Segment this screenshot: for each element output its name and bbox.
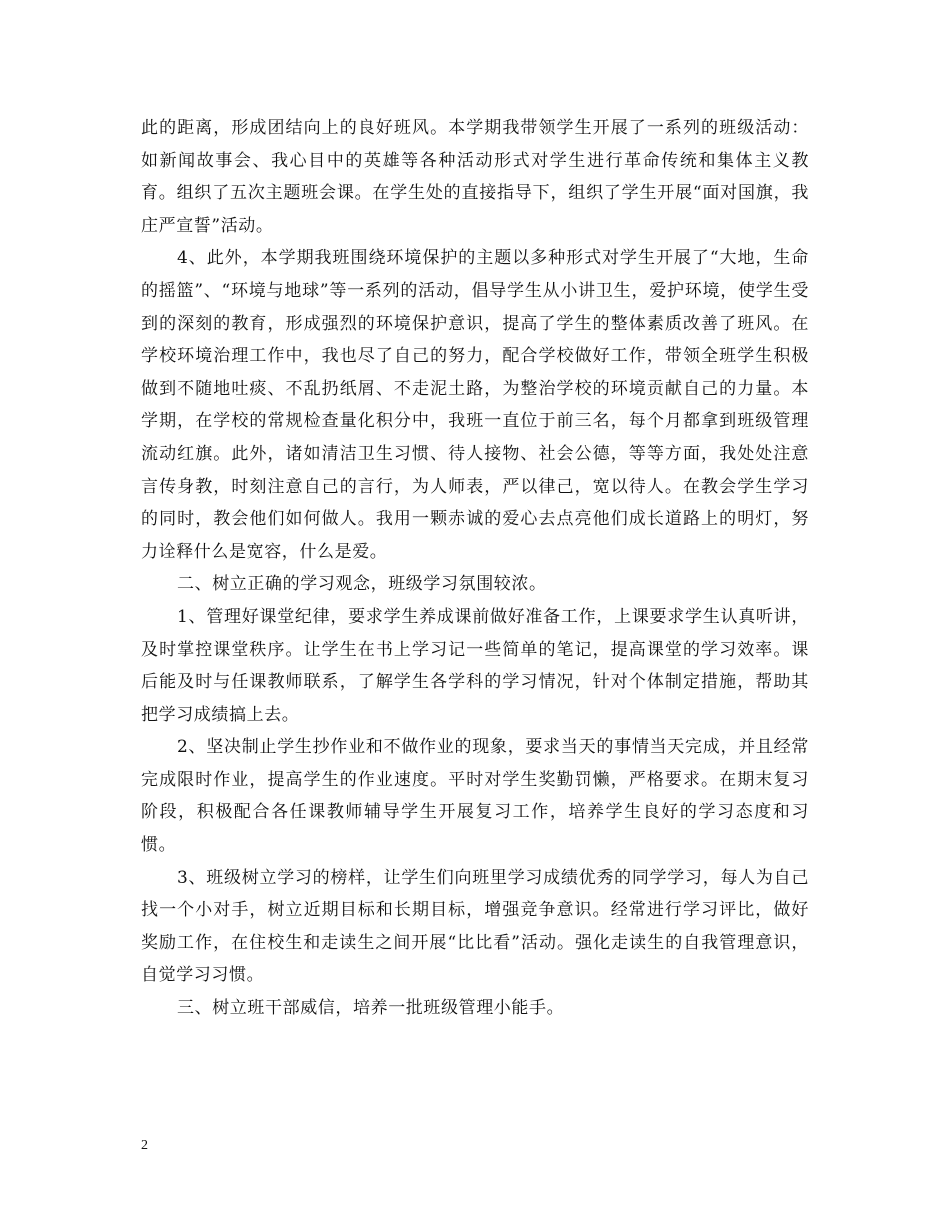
section-heading-3: 三、树立班干部威信，培养一批班级管理小能手。 [177, 998, 565, 1019]
paragraph-3: 1、管理好课堂纪律，要求学生养成课前做好准备工作，上课要求学生认真听讲，及时掌控课堂秩序。让学生在书上学习记一些简单的笔记，提高课堂的学习效率。课后能及时与任课教师联系，了解学生各学科的学习情况，针对个体制定措施，帮助其把学习成绩搞上去。 [141, 606, 809, 725]
paragraph-4: 2、坚决制止学生抄作业和不做作业的现象，要求当天的事情当天完成，并且经常完成限时作业，提高学生的作业速度。平时对学生奖勤罚懒，严格要求。在期末复习阶段，积极配合各任课教师辅导学生开展复习工作，培养学生良好的学习态度和习惯。 [141, 737, 809, 856]
document-body [141, 112, 809, 1025]
section-heading-2: 二、树立正确的学习观念，班级学习氛围较浓。 [177, 574, 547, 595]
paragraph-2: 4、此外，本学期我班围绕环境保护的主题以多种形式对学生开展了“大地，生命的摇篮”、“环境与地球”等一系列的活动，倡导学生从小讲卫生，爱护环境，使学生受到的深刻的教育，形成强烈的环境保护意识，提高了学生的整体素质改善了班风。在学校环境治理工作中，我也尽了自己的努力，配合学校做好工作，带领全班学生积极做到不随地吐痰、不乱扔纸屑、不走泥土路，为整治学校的环境贡献自己的力量。本学期，在学校的常规检查量化积分中，我班一直位于前三名，每个月都拿到班级管理流动红旗。此外，诸如清洁卫生习惯、待人接物、社会公德，等等方面，我处处注意言传身教，时刻注意自己的言行，为人师表，严以律己，宽以待人。在教会学生学习的同时，教会他们如何做人。我用一颗赤诚的爱心去点亮他们成长道路上的明灯，努力诠释什么是宽容，什么是爱。 [141, 248, 809, 562]
page-number: 2 [141, 1138, 148, 1153]
paragraph-1: 此的距离，形成团结向上的良好班风。本学期我带领学生开展了一系列的班级活动：如新闻故事会、我心目中的英雄等各种活动形式对学生进行革命传统和集体主义教育。组织了五次主题班会课。在学生处的直接指导下，组织了学生开展“面对国旗，我庄严宣誓”活动。 [141, 118, 809, 236]
paragraph-5: 3、班级树立学习的榜样，让学生们向班里学习成绩优秀的同学学习，每人为自己找一个小对手，树立近期目标和长期目标，增强竞争意识。经常进行学习评比，做好奖励工作，在住校生和走读生之间开展“比比看”活动。强化走读生的自我管理意识，自觉学习习惯。 [141, 867, 809, 986]
